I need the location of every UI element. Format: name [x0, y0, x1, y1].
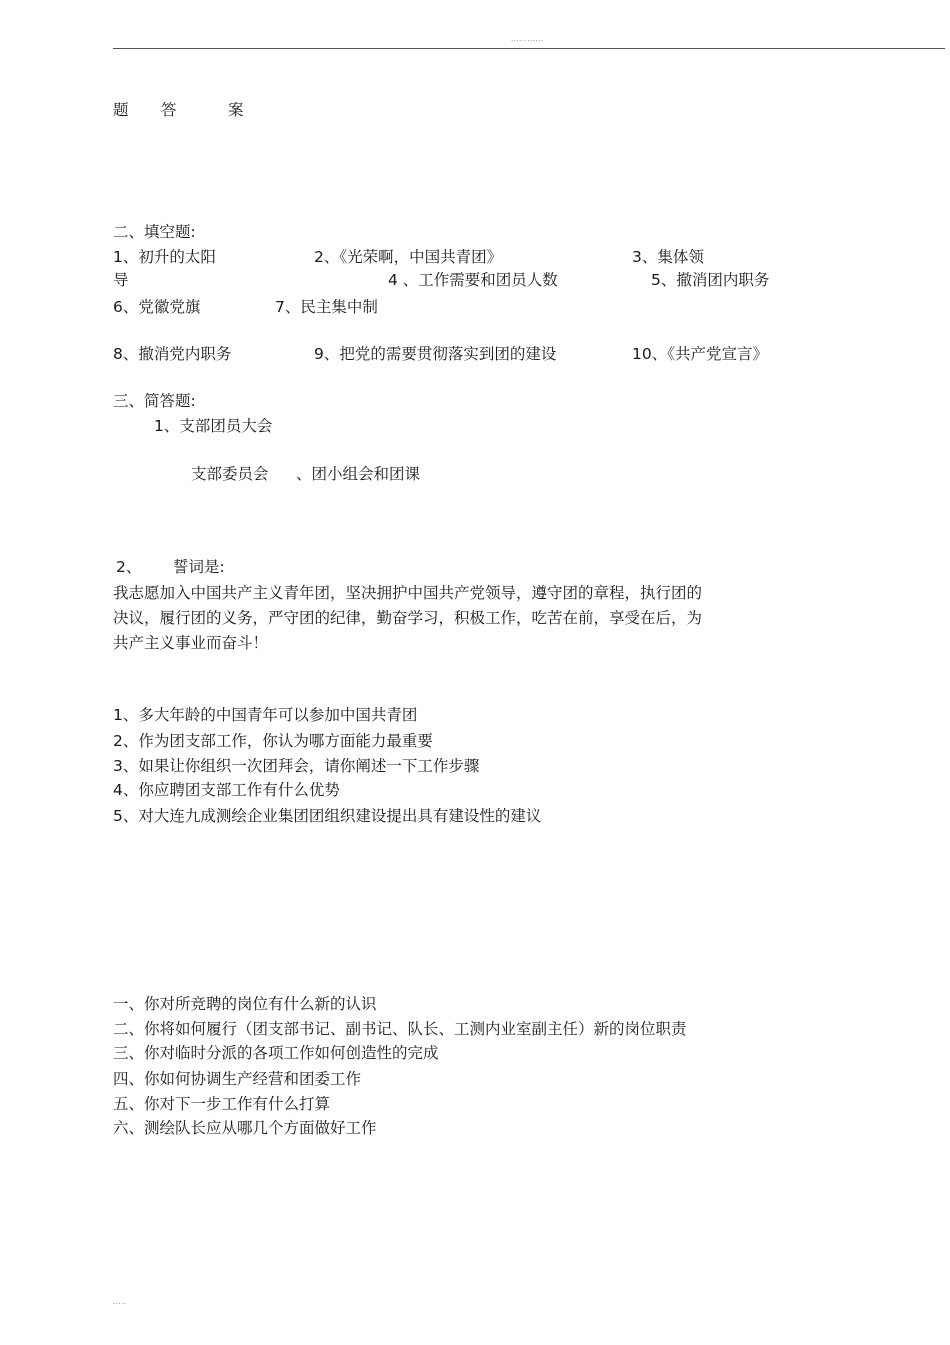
short-answer-1-line-2a: 支部委员会 — [191, 465, 269, 483]
title-char-2: 答 — [161, 101, 177, 119]
title-char-1: 题 — [113, 101, 129, 119]
short-heading: 三、简答题: — [113, 392, 196, 410]
fill-answer-5: 5、撤消团内职务 — [651, 271, 770, 289]
title-char-3: 案 — [228, 101, 244, 119]
fill-answer-3-cont: 导 — [113, 271, 129, 289]
fill-answer-8: 8、撤消党内职务 — [113, 345, 232, 363]
question-3: 3、如果让你组织一次团拜会，请你阐述一下工作步骤 — [113, 757, 480, 775]
short-answer-2-label: 誓词是: — [173, 558, 225, 576]
fill-heading: 二、填空题: — [113, 223, 196, 241]
oath-line-2: 决议，履行团的义务，严守团的纪律，勤奋学习，积极工作，吃苦在前，享受在后，为 — [113, 609, 703, 627]
fill-answer-1: 1、初升的太阳 — [113, 248, 216, 266]
oath-line-3: 共产主义事业而奋斗！ — [113, 634, 269, 652]
interview-question-3: 三、你对临时分派的各项工作如何创造性的完成 — [113, 1044, 439, 1062]
short-answer-1-line-2b: 、团小组会和团课 — [296, 465, 421, 483]
fill-answer-2: 2、《光荣啊，中国共青团》 — [314, 248, 503, 266]
interview-question-1: 一、你对所竞聘的岗位有什么新的认识 — [113, 995, 377, 1013]
fill-answer-6: 6、党徽党旗 — [113, 298, 201, 316]
fill-answer-4: 4 、工作需要和团员人数 — [388, 271, 558, 289]
question-1: 1、多大年龄的中国青年可以参加中国共青团 — [113, 706, 418, 724]
fill-answer-3: 3、集体领 — [632, 248, 704, 266]
interview-question-2: 二、你将如何履行（团支部书记、副书记、队长、工测内业室副主任）新的岗位职责 — [113, 1020, 687, 1038]
fill-answer-9: 9、把党的需要贯彻落实到团的建设 — [314, 345, 557, 363]
fill-answer-10: 10、《共产党宣言》 — [632, 345, 768, 363]
oath-line-1: 我志愿加入中国共产主义青年团，坚决拥护中国共产党领导，遵守团的章程，执行团的 — [113, 584, 703, 602]
header-dots: ............ — [511, 35, 544, 43]
question-5: 5、对大连九成测绘企业集团团组织建设提出具有建设性的建议 — [113, 807, 542, 825]
header-rule — [113, 48, 945, 49]
interview-question-6: 六、测绘队长应从哪几个方面做好工作 — [113, 1119, 377, 1137]
question-2: 2、作为团支部工作，你认为哪方面能力最重要 — [113, 732, 433, 750]
short-answer-1-line-1: 1、支部团员大会 — [154, 417, 273, 435]
fill-answer-7: 7、民主集中制 — [275, 298, 378, 316]
interview-question-5: 五、你对下一步工作有什么打算 — [113, 1095, 331, 1113]
question-4: 4、你应聘团支部工作有什么优势 — [113, 781, 340, 799]
interview-question-4: 四、你如何协调生产经营和团委工作 — [113, 1070, 362, 1088]
short-answer-2-number: 2、 — [116, 558, 142, 576]
footer-dots: ..... — [113, 1298, 127, 1306]
